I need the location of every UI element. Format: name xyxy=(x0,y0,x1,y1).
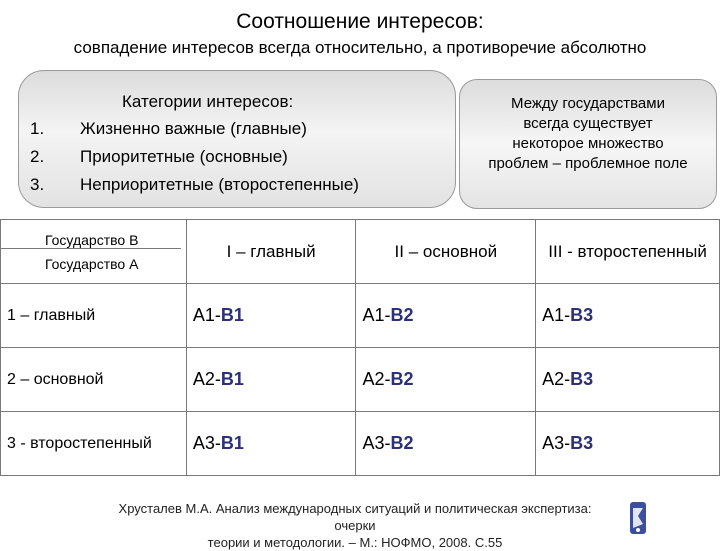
column-header: III - второстепенный xyxy=(536,220,720,284)
corner-cell xyxy=(1,220,187,284)
category-label: Неприоритетные (второстепенные) xyxy=(80,175,359,194)
matrix-cell: A2-B2 xyxy=(356,348,536,412)
table-row xyxy=(1,284,720,348)
emblem-icon xyxy=(624,500,652,536)
row-header: 3 - второстепенный xyxy=(1,412,187,476)
problem-field-text xyxy=(463,94,713,174)
category-label: Жизненно важные (главные) xyxy=(80,119,307,138)
table-row xyxy=(1,412,720,476)
citation xyxy=(108,500,602,551)
corner-divider xyxy=(1,248,181,249)
header-row xyxy=(1,220,720,284)
corner-state-b: Государство В xyxy=(45,232,139,248)
note-line: проблем – проблемное поле xyxy=(488,155,688,172)
matrix-cell: A2-B1 xyxy=(186,348,356,412)
matrix-cell: A3-B3 xyxy=(536,412,720,476)
column-header: I – главный xyxy=(186,220,356,284)
categories-title: Категории интересов: xyxy=(122,92,294,111)
page-title: Соотношение интересов: xyxy=(236,10,484,33)
row-header: 2 – основной xyxy=(1,348,187,412)
note-line: некоторое множество xyxy=(512,135,664,152)
column-header: II – основной xyxy=(356,220,536,284)
matrix-cell: A1-B1 xyxy=(186,284,356,348)
interest-matrix xyxy=(0,219,720,476)
corner-state-a: Государство А xyxy=(45,256,139,272)
page-subtitle: совпадение интересов всегда относительно, а противоречие абсолютно xyxy=(73,38,647,57)
category-item xyxy=(30,147,288,167)
matrix-cell: A1-B3 xyxy=(536,284,720,348)
note-line: Между государствами xyxy=(511,95,665,112)
category-number: 2. xyxy=(30,147,45,166)
table-row xyxy=(1,348,720,412)
note-line: всегда существует xyxy=(523,115,653,132)
matrix-cell: A3-B2 xyxy=(356,412,536,476)
citation-line: Хрусталев М.А. Анализ международных ситуаций и политическая экспертиза: очерки xyxy=(118,501,592,533)
category-item xyxy=(30,119,307,139)
matrix-cell: A3-B1 xyxy=(186,412,356,476)
citation-line: теории и методологии. – М.: НОФМО, 2008. С.55 xyxy=(207,535,503,550)
matrix-cell: A2-B3 xyxy=(536,348,720,412)
row-header: 1 – главный xyxy=(1,284,187,348)
category-number: 1. xyxy=(30,119,45,138)
matrix-cell: A1-B2 xyxy=(356,284,536,348)
category-label: Приоритетные (основные) xyxy=(80,147,288,166)
category-item xyxy=(30,175,359,195)
category-number: 3. xyxy=(30,175,45,194)
